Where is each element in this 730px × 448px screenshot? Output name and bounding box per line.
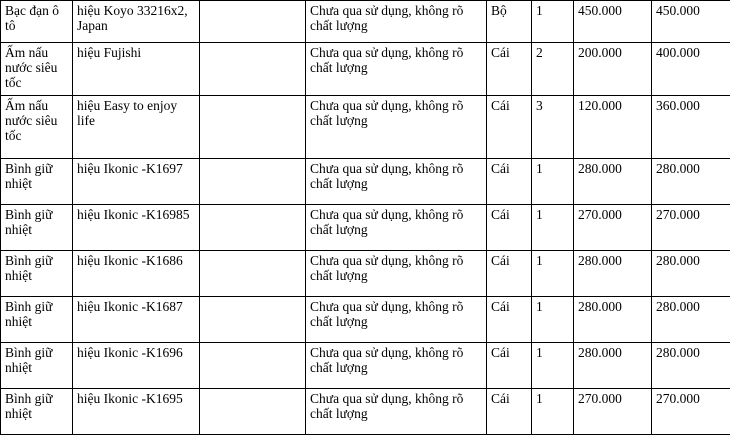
cell-item-unit: Cái xyxy=(487,343,532,389)
table-row xyxy=(1,1,730,43)
cell-item-amount: 270.000 xyxy=(652,205,730,251)
table-row xyxy=(1,389,730,435)
cell-item-unit: Cái xyxy=(487,389,532,435)
cell-item-condition: Chưa qua sử dụng, không rõ chất lượng xyxy=(306,96,487,159)
cell-spare xyxy=(200,1,306,43)
cell-item-name: Bình giữ nhiệt xyxy=(1,297,73,343)
cell-item-unit-price: 280.000 xyxy=(574,297,652,343)
table-row xyxy=(1,205,730,251)
cell-item-quantity: 2 xyxy=(532,43,574,96)
cell-item-name: Bình giữ nhiệt xyxy=(1,159,73,205)
cell-item-quantity: 1 xyxy=(532,159,574,205)
table-row xyxy=(1,96,730,159)
cell-item-unit: Cái xyxy=(487,297,532,343)
table-row xyxy=(1,297,730,343)
cell-item-condition: Chưa qua sử dụng, không rõ chất lượng xyxy=(306,389,487,435)
cell-spare xyxy=(200,205,306,251)
cell-item-unit-price: 280.000 xyxy=(574,343,652,389)
cell-item-amount: 270.000 xyxy=(652,389,730,435)
cell-item-description: hiệu Easy to enjoy life xyxy=(73,96,200,159)
table-row xyxy=(1,251,730,297)
cell-item-condition: Chưa qua sử dụng, không rõ chất lượng xyxy=(306,1,487,43)
cell-item-unit: Cái xyxy=(487,159,532,205)
cell-spare xyxy=(200,297,306,343)
cell-item-quantity: 1 xyxy=(532,1,574,43)
cell-item-name: Bình giữ nhiệt xyxy=(1,389,73,435)
cell-item-condition: Chưa qua sử dụng, không rõ chất lượng xyxy=(306,297,487,343)
cell-item-name: Bình giữ nhiệt xyxy=(1,251,73,297)
cell-item-description: hiệu Ikonic -K1686 xyxy=(73,251,200,297)
cell-item-quantity: 3 xyxy=(532,96,574,159)
cell-spare xyxy=(200,389,306,435)
cell-item-unit-price: 120.000 xyxy=(574,96,652,159)
cell-item-condition: Chưa qua sử dụng, không rõ chất lượng xyxy=(306,43,487,96)
cell-item-amount: 280.000 xyxy=(652,343,730,389)
table-row xyxy=(1,159,730,205)
cell-item-unit: Bộ xyxy=(487,1,532,43)
cell-item-unit-price: 270.000 xyxy=(574,389,652,435)
cell-item-description: hiệu Ikonic -K1696 xyxy=(73,343,200,389)
cell-item-description: hiệu Ikonic -K1697 xyxy=(73,159,200,205)
cell-item-quantity: 1 xyxy=(532,205,574,251)
cell-item-name: Ấm nấu nước siêu tốc xyxy=(1,43,73,96)
cell-item-name: Bình giữ nhiệt xyxy=(1,343,73,389)
table-row xyxy=(1,43,730,96)
cell-item-condition: Chưa qua sử dụng, không rõ chất lượng xyxy=(306,159,487,205)
cell-item-amount: 360.000 xyxy=(652,96,730,159)
cell-spare xyxy=(200,159,306,205)
cell-item-amount: 400.000 xyxy=(652,43,730,96)
cell-item-quantity: 1 xyxy=(532,297,574,343)
table-row xyxy=(1,343,730,389)
cell-item-quantity: 1 xyxy=(532,251,574,297)
cell-item-unit-price: 200.000 xyxy=(574,43,652,96)
cell-item-description: hiệu Ikonic -K1687 xyxy=(73,297,200,343)
cell-item-unit-price: 280.000 xyxy=(574,159,652,205)
cell-item-unit-price: 450.000 xyxy=(574,1,652,43)
cell-item-unit-price: 280.000 xyxy=(574,251,652,297)
cell-spare xyxy=(200,96,306,159)
cell-item-name: Bạc đạn ô tô xyxy=(1,1,73,43)
cell-item-unit-price: 270.000 xyxy=(574,205,652,251)
cell-item-description: hiệu Koyo 33216x2, Japan xyxy=(73,1,200,43)
cell-item-unit: Cái xyxy=(487,205,532,251)
cell-spare xyxy=(200,43,306,96)
cell-item-name: Ấm nấu nước siêu tốc xyxy=(1,96,73,159)
cell-item-condition: Chưa qua sử dụng, không rõ chất lượng xyxy=(306,251,487,297)
cell-item-unit: Cái xyxy=(487,43,532,96)
cell-item-description: hiệu Fujishi xyxy=(73,43,200,96)
cell-item-condition: Chưa qua sử dụng, không rõ chất lượng xyxy=(306,205,487,251)
cell-item-description: hiệu Ikonic -K16985 xyxy=(73,205,200,251)
cell-item-amount: 280.000 xyxy=(652,297,730,343)
cell-spare xyxy=(200,343,306,389)
cell-item-amount: 450.000 xyxy=(652,1,730,43)
cell-item-unit: Cái xyxy=(487,96,532,159)
cell-item-unit: Cái xyxy=(487,251,532,297)
cell-item-name: Bình giữ nhiệt xyxy=(1,205,73,251)
cell-item-quantity: 1 xyxy=(532,389,574,435)
cell-item-amount: 280.000 xyxy=(652,251,730,297)
cell-spare xyxy=(200,251,306,297)
cell-item-amount: 280.000 xyxy=(652,159,730,205)
cell-item-condition: Chưa qua sử dụng, không rõ chất lượng xyxy=(306,343,487,389)
cell-item-description: hiệu Ikonic -K1695 xyxy=(73,389,200,435)
cell-item-quantity: 1 xyxy=(532,343,574,389)
goods-table-body xyxy=(1,1,730,435)
